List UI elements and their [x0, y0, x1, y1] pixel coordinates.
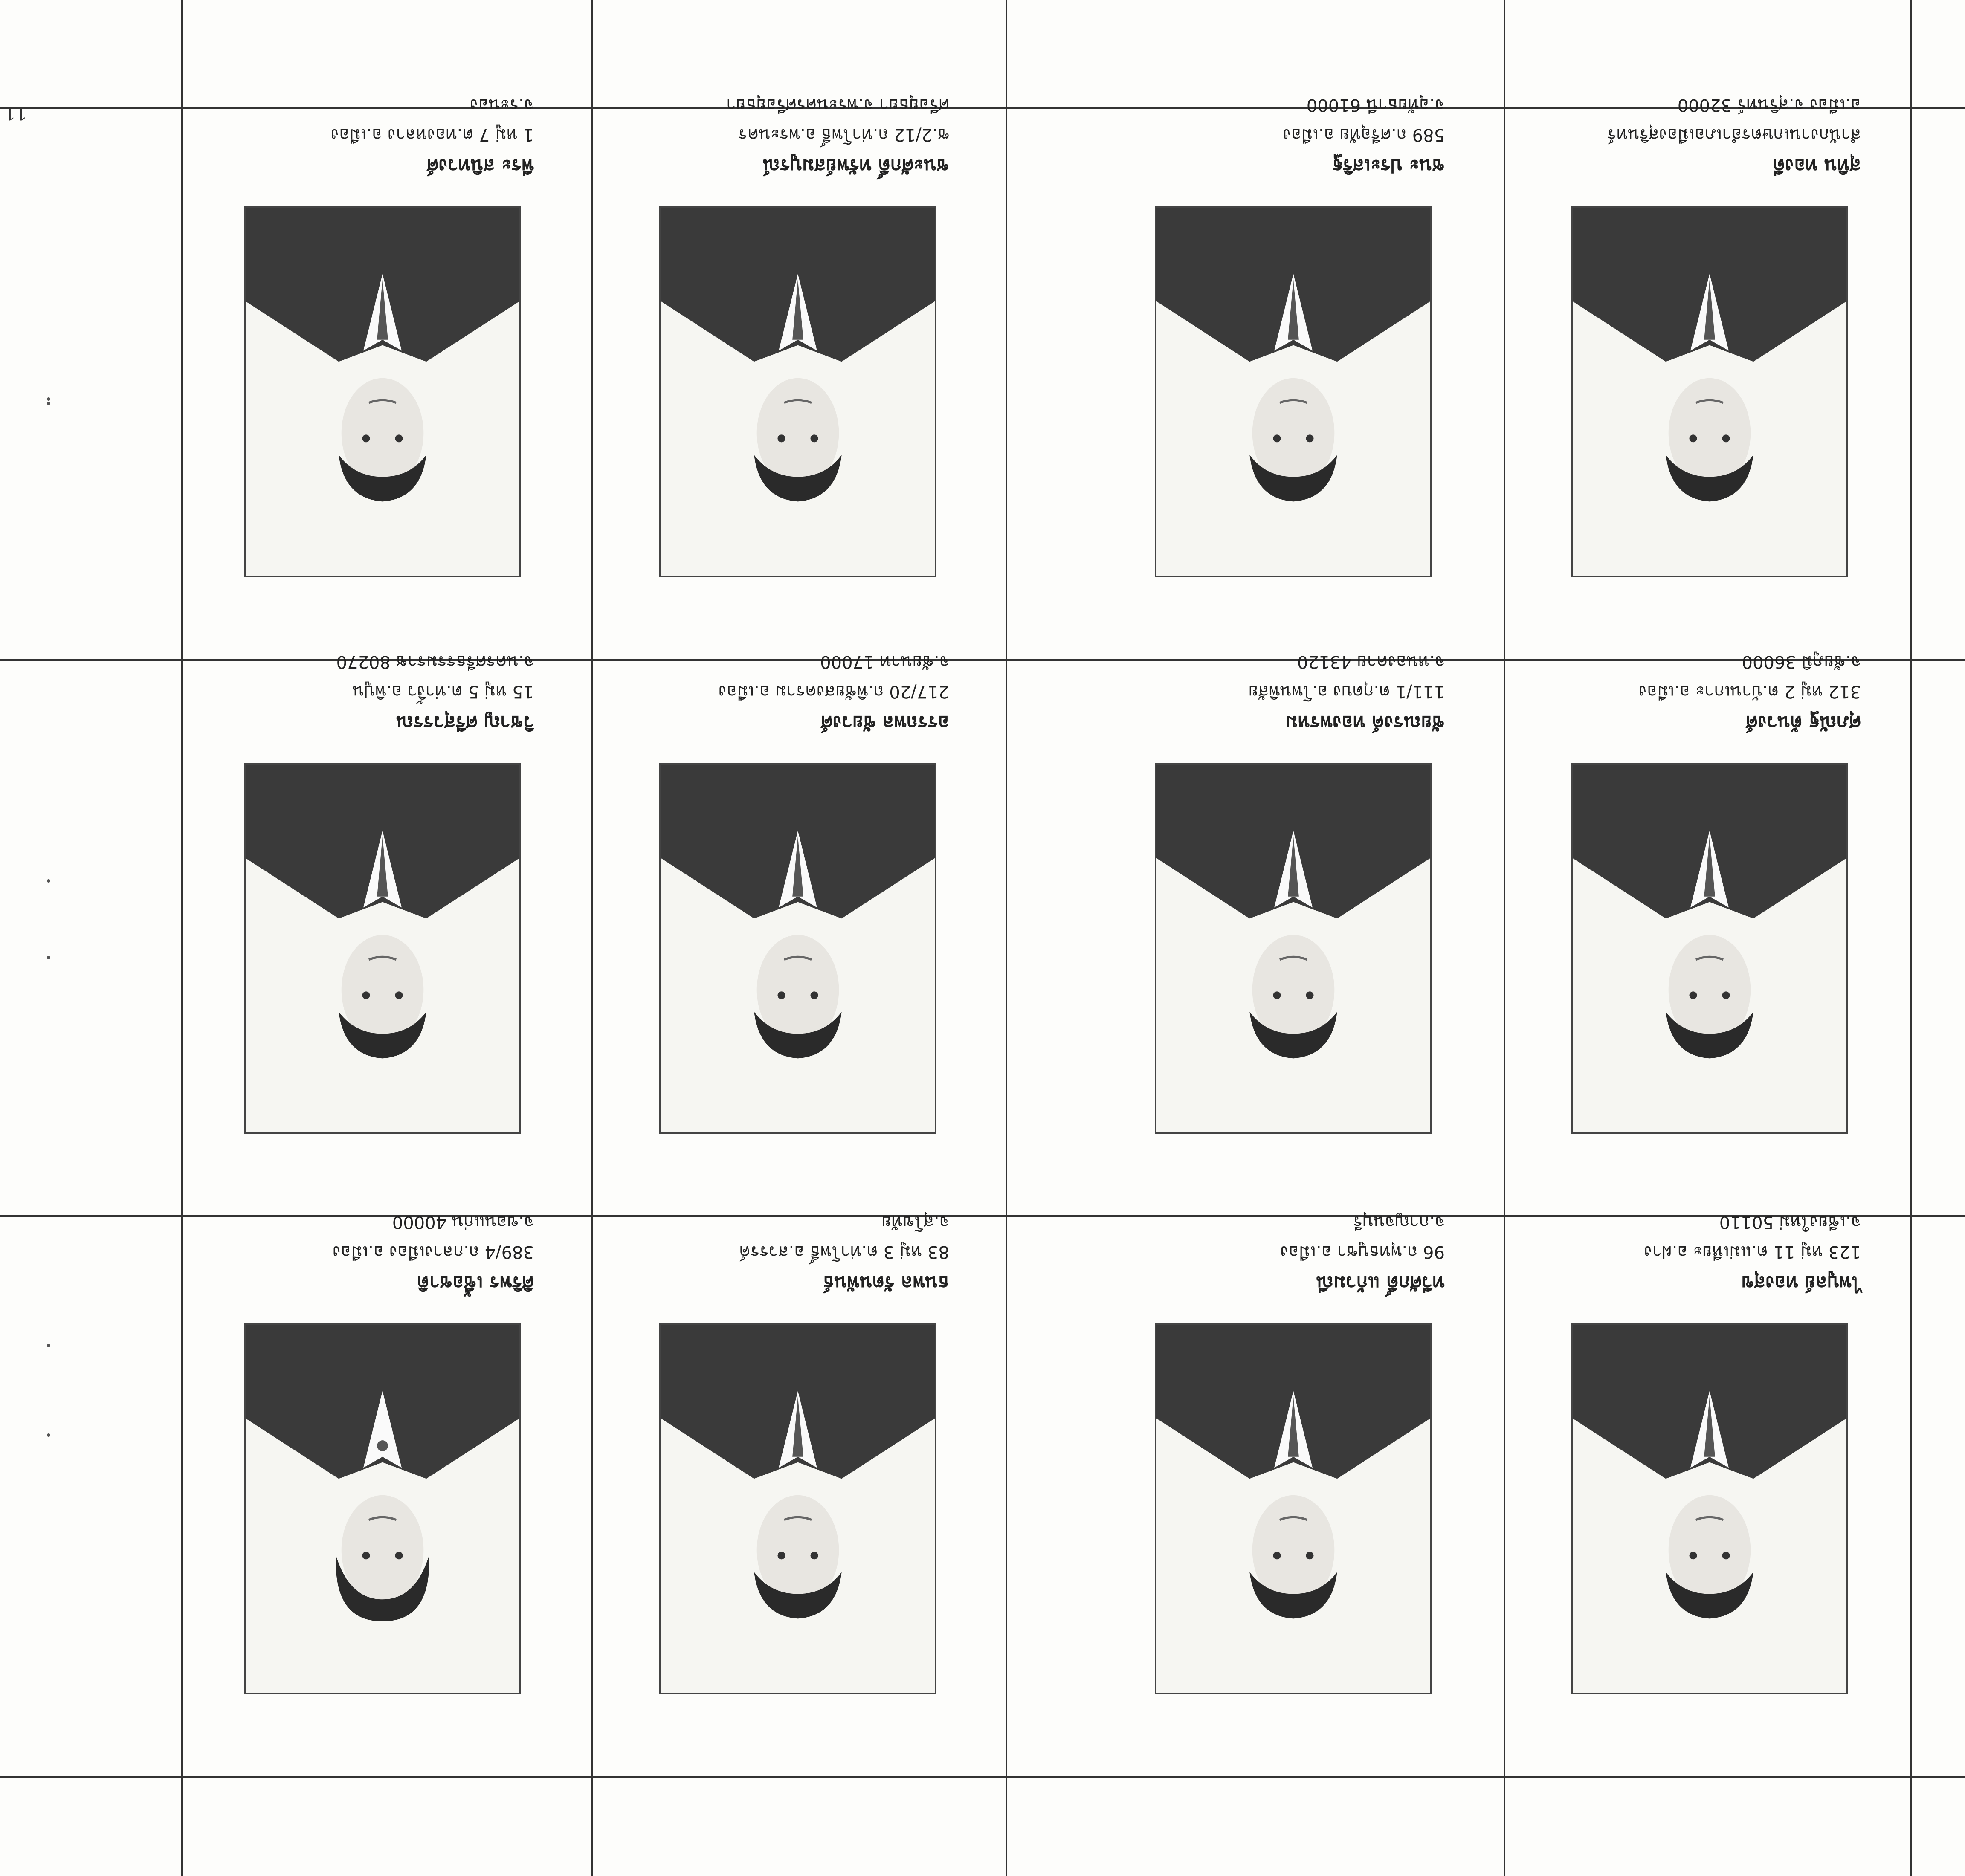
person-address-line2: จ.ชัยนาท 17000 [820, 652, 949, 672]
person-card [1498, 652, 1912, 1215]
portrait-photo [1155, 763, 1432, 1134]
person-card [1498, 1212, 1912, 1775]
portrait-photo [244, 1323, 521, 1694]
grid-line [0, 1776, 1965, 1778]
margin-dot [47, 879, 50, 883]
person-address-line1: สำนักงานเกษตรอำเภอเมืองสุรินทร์ [1607, 125, 1861, 145]
portrait-photo [1571, 763, 1848, 1134]
person-name: ชนะ ประเสริฐ [1332, 155, 1445, 177]
page-number: 11 [4, 103, 27, 124]
margin-dot [47, 397, 50, 401]
person-name: ไพบูลย์ ทองสุข [1741, 1272, 1861, 1294]
person-card [1498, 95, 1912, 658]
margin-dot [47, 956, 50, 959]
person-name: ศิริพร เชื้อชาติ [417, 1272, 534, 1294]
person-address-line2: จ.กาญจนบุรี [1353, 1212, 1445, 1232]
person-address-line1: 15 หมู่ 5 ต.ท่างิ้ว อ.พิปูน [352, 682, 534, 701]
person-address-line2: จ.อุทัยธานี 61000 [1306, 95, 1445, 115]
person-address-line1: 1 หมู่ 7 ต.ทองหลาง อ.เมือง [330, 125, 534, 145]
person-address-line2: จ.ชัยภูมิ 36000 [1742, 652, 1861, 672]
person-name: พีระ สนิทวงศ์ [426, 155, 534, 177]
person-card [171, 95, 585, 658]
person-address-line2: จ.สุโขทัย [881, 1212, 949, 1232]
person-address-line1: 96 ถ.พุทธบูชา อ.เมือง [1280, 1242, 1445, 1262]
margin-dot [47, 1344, 50, 1347]
person-name: ชัยณรงค์ ทองพรหม [1285, 712, 1445, 733]
person-address-line2: ศรีอยุธยา จ.พระนครศรีอยุธยา [726, 95, 949, 115]
person-address-line2: จ.ระนอง [470, 95, 534, 115]
person-name: ทวีศักดิ์ แก้วมณี [1316, 1272, 1445, 1294]
person-address-line1: ซ.2/12 ถ.ท่าโพธิ์ อ.พระนคร [738, 125, 949, 145]
person-address-line2: อ.เมือง จ.สุรินทร์ 32000 [1677, 95, 1861, 115]
portrait-photo [1155, 1323, 1432, 1694]
person-address-line1: 589 ถ.ศรีอุทัย อ.เมือง [1283, 125, 1445, 145]
person-card [1082, 95, 1496, 658]
person-address-line1: 83 หมู่ 3 ต.ท่าโพธิ์ อ.สวรรค์ [739, 1242, 949, 1262]
portrait-photo [1155, 206, 1432, 577]
person-address-line1: 123 หมู่ 11 ต.แม่เหียะ อ.ฝาง [1644, 1242, 1861, 1262]
person-card [171, 652, 585, 1215]
portrait-photo [1571, 1323, 1848, 1694]
portrait-photo [1571, 206, 1848, 577]
person-address-line1: 312 หมู่ 2 ต.บ้านเกาะ อ.เมือง [1638, 682, 1861, 701]
person-address-line1: 111/1 ต.กุดบง อ.โพนพิสัย [1248, 682, 1445, 701]
person-address-line2: จ.หนองคาย 43120 [1297, 652, 1445, 672]
person-name: ชนะศักดิ์ ทรัพย์สมบูรณ์ [762, 155, 949, 177]
person-name: วิชาญ ศรีสุวรรณ [396, 712, 534, 733]
margin-dot [47, 402, 50, 405]
person-address-line2: จ.นครศรีธรรมราช 80270 [336, 652, 534, 672]
person-name: อรรถพล ชัยวงศ์ [820, 712, 949, 733]
portrait-photo [659, 1323, 936, 1694]
person-card [587, 95, 1000, 658]
grid-line [1006, 0, 1007, 1876]
person-card [171, 1212, 585, 1775]
person-address-line2: จ.ขอนแก่น 40000 [392, 1212, 534, 1232]
portrait-photo [244, 206, 521, 577]
person-card [587, 652, 1000, 1215]
portrait-photo [659, 763, 936, 1134]
person-card [587, 1212, 1000, 1775]
person-address-line2: จ.เชียงใหม่ 50110 [1719, 1212, 1861, 1232]
person-card [1082, 652, 1496, 1215]
person-card [1082, 1212, 1496, 1775]
person-name: ศุภณัฐ ต้นวงศ์ [1745, 712, 1861, 733]
portrait-photo [244, 763, 521, 1134]
portrait-photo [659, 206, 936, 577]
person-address-line1: 217/20 ถ.พิชัยสงคราม อ.เมือง [718, 682, 949, 701]
person-address-line1: 389/4 ถ.กลางเมือง อ.เมือง [332, 1242, 534, 1262]
person-name: ธนพล รัตนพันธ์ [823, 1272, 949, 1294]
person-name: สุทิน ทองดี [1773, 155, 1861, 177]
margin-dot [47, 1433, 50, 1437]
